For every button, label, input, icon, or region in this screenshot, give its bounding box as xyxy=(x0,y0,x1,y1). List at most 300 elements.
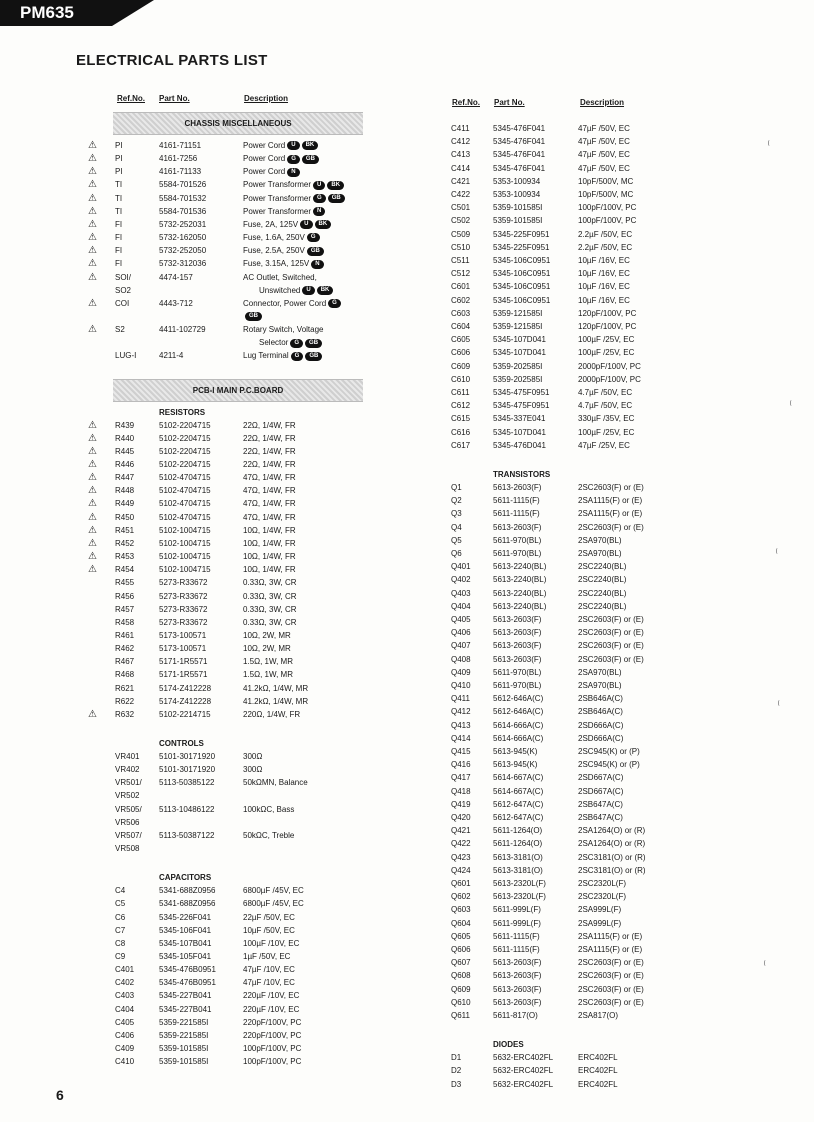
part-ref: C511 xyxy=(451,256,470,265)
part-row xyxy=(0,175,814,188)
part-row xyxy=(0,412,814,425)
part-row xyxy=(0,507,814,520)
part-number: 5611-970(BL) xyxy=(493,535,542,545)
part-ref: VR401 xyxy=(115,752,140,761)
part-description-text: 4.7µF /50V, EC xyxy=(578,401,633,411)
part-ref: Q406 xyxy=(451,628,471,638)
region-badge: N xyxy=(313,207,325,216)
part-number: 5345-107D041 xyxy=(493,427,546,437)
part-ref: FI xyxy=(115,259,123,269)
part-description-text: 10µF /50V, EC xyxy=(243,925,295,935)
part-description-text: 2SA1115(F) or (E) xyxy=(578,496,643,506)
part-number: 5102-1004715 xyxy=(159,525,211,535)
region-badge: G xyxy=(291,352,304,361)
part-description-text: 2SC2240(BL) xyxy=(578,562,627,572)
part-row xyxy=(0,333,814,346)
part-number: 5102-1004715 xyxy=(159,565,211,575)
part-description xyxy=(578,573,626,586)
part-row xyxy=(0,890,814,903)
part-row xyxy=(0,771,814,784)
part-ref: C610 xyxy=(451,374,471,384)
part-description-text: 100µF /25V, EC xyxy=(578,348,635,358)
part-ref: Q415 xyxy=(451,747,471,756)
part-description-text: 2000pF/100V, PC xyxy=(578,361,641,371)
part-ref: C603 xyxy=(451,308,471,318)
part-description xyxy=(578,507,642,520)
region-badge: BK xyxy=(315,220,332,229)
part-ref: Q2 xyxy=(451,496,462,506)
part-ref: R468 xyxy=(115,670,135,680)
part-description-text: Power Cord xyxy=(243,154,286,164)
part-description xyxy=(578,373,641,386)
part-description-text: 10µF /16V, EC xyxy=(578,295,630,305)
part-ref: Q410 xyxy=(451,681,471,690)
region-badge: GB xyxy=(302,155,319,164)
part-row xyxy=(0,679,814,692)
part-ref: SOI/ xyxy=(115,272,132,282)
part-description xyxy=(578,1078,618,1091)
right-header-ref: Ref.No. xyxy=(452,98,480,107)
part-description-text: 2SB646A(C) xyxy=(578,707,623,717)
part-ref: Q412 xyxy=(451,707,471,717)
part-description-text: 10Ω, 1/4W, FR xyxy=(243,538,296,548)
part-ref: Q603 xyxy=(451,905,471,915)
part-ref: VR508 xyxy=(115,844,140,854)
part-number: 5102-1004715 xyxy=(159,538,211,548)
part-ref: C422 xyxy=(451,190,471,199)
part-description xyxy=(578,412,634,425)
part-ref: C601 xyxy=(451,282,471,292)
part-ref: C412 xyxy=(451,137,471,147)
model-tab xyxy=(0,0,112,26)
part-ref: Q601 xyxy=(451,879,471,888)
part-number: 5613-945(K) xyxy=(493,747,538,756)
model-tab-corner xyxy=(112,0,154,26)
part-number: 5345-337E041 xyxy=(493,414,546,424)
part-description-text: 2SC2603(F) or (E) xyxy=(578,628,644,638)
part-description-text: 100pF/100V, PC xyxy=(578,203,637,213)
part-description-text: 2.2µF /50V, EC xyxy=(578,229,633,239)
region-badge: U xyxy=(302,286,314,295)
part-number: 5613-2240(BL) xyxy=(493,601,547,611)
part-number: 5613-2603(F) xyxy=(493,984,542,994)
part-ref: C510 xyxy=(451,242,471,252)
part-description xyxy=(578,560,626,573)
region-badge: U xyxy=(300,220,312,229)
safety-warning-icon: ⚠ xyxy=(88,524,97,536)
part-row xyxy=(0,653,814,666)
part-row xyxy=(0,228,814,241)
part-description-text: 2SB647A(C) xyxy=(578,813,623,822)
part-description-text: 47µF /50V, EC xyxy=(578,163,630,173)
safety-warning-icon: ⚠ xyxy=(88,218,97,230)
part-row xyxy=(0,745,814,758)
part-description-text: 2SC2603(F) or (E) xyxy=(578,615,644,624)
part-ref: R632 xyxy=(115,709,135,719)
part-row xyxy=(0,373,814,386)
part-number: 5613-2603(F) xyxy=(493,641,542,651)
part-ref: C411 xyxy=(451,124,470,133)
part-ref: R449 xyxy=(115,499,135,509)
part-description xyxy=(578,534,622,547)
part-row xyxy=(0,785,814,798)
part-number: 5102-2204715 xyxy=(159,420,211,430)
part-description-text: 10µF /16V, EC xyxy=(578,282,630,292)
part-number: 5611-970(BL) xyxy=(493,681,542,690)
part-description xyxy=(578,719,623,732)
part-row xyxy=(0,666,814,679)
part-description-text: 2SA1264(O) or (R) xyxy=(578,839,646,849)
part-number: 4411-102729 xyxy=(159,325,206,335)
part-description-text: 2SC3181(O) or (R) xyxy=(578,865,646,875)
part-ref: R451 xyxy=(115,525,135,535)
page-number: 6 xyxy=(56,1087,64,1103)
part-description xyxy=(578,653,644,666)
part-ref: Q403 xyxy=(451,588,471,598)
part-description-text: Power Transformer xyxy=(243,193,312,203)
safety-warning-icon: ⚠ xyxy=(88,245,97,257)
part-number: 5613-2603(F) xyxy=(493,958,542,968)
part-ref: C4 xyxy=(115,886,126,896)
part-description-text: 2SC3181(O) or (R) xyxy=(578,852,646,862)
part-description-text: 47Ω, 1/4W, FR xyxy=(243,499,296,509)
part-number: 5584-701536 xyxy=(159,206,207,216)
part-description-text: 6800µF /45V, EC xyxy=(243,899,304,909)
part-number: 5613-2240(BL) xyxy=(493,588,547,598)
part-description-text: 100kΩC, Bass xyxy=(243,804,295,814)
part-row xyxy=(0,254,814,267)
part-number: 5102-2204715 xyxy=(159,433,211,443)
part-description-text: 2SB647A(C) xyxy=(578,799,623,809)
scan-mark xyxy=(790,400,794,406)
part-row xyxy=(0,294,814,307)
part-row xyxy=(0,983,814,996)
part-number: 5345-226F041 xyxy=(159,912,212,922)
part-description-text: 50kΩMN, Balance xyxy=(243,778,308,788)
part-description-text: 100pF/100V, PC xyxy=(243,1057,302,1067)
part-description-text: 4.7µF /50V, EC xyxy=(578,388,633,397)
part-ref: C421 xyxy=(451,176,471,186)
right-header-part: Part No. xyxy=(494,98,525,107)
part-number: 5345-106C0951 xyxy=(493,282,551,292)
part-description xyxy=(578,1064,618,1077)
part-ref: Q422 xyxy=(451,839,471,849)
part-number: 5613-2603(F) xyxy=(493,654,542,664)
part-description-text: 2.2µF /50V, EC xyxy=(578,242,633,252)
part-description-text: 47Ω, 1/4W, FR xyxy=(243,486,296,496)
part-row xyxy=(0,705,814,718)
part-description xyxy=(578,824,645,837)
part-description xyxy=(578,626,644,639)
part-row xyxy=(0,307,814,320)
part-ref: R456 xyxy=(115,591,135,601)
model-label: PM635 xyxy=(20,3,74,22)
part-description-text: 0.33Ω, 3W, CR xyxy=(243,591,297,601)
part-ref: C616 xyxy=(451,427,471,437)
part-number: 4161-7256 xyxy=(159,154,198,164)
part-row xyxy=(0,439,814,452)
part-description xyxy=(578,692,623,705)
part-description-text: 2SC2603(F) or (E) xyxy=(578,483,644,492)
section-heading: CAPACITORS xyxy=(159,873,212,883)
part-number: 5345-227B041 xyxy=(159,991,212,1001)
part-row xyxy=(0,903,814,916)
part-description-text: ERC402FL xyxy=(578,1079,618,1089)
part-ref: PI xyxy=(115,141,123,150)
part-number: 5102-2204715 xyxy=(159,460,211,469)
part-ref: Q418 xyxy=(451,786,471,796)
part-description-text: Selector xyxy=(259,338,289,348)
part-description-text: 2SD666A(C) xyxy=(578,733,624,743)
part-number: 5102-2214715 xyxy=(159,709,211,719)
part-description xyxy=(578,851,646,864)
part-ref: LUG-I xyxy=(115,351,137,361)
part-row xyxy=(0,188,814,201)
part-number: 4443-712 xyxy=(159,298,193,308)
part-description-text: 2SC2603(F) or (E) xyxy=(578,958,644,968)
safety-warning-icon: ⚠ xyxy=(88,419,97,431)
safety-warning-icon: ⚠ xyxy=(88,708,97,720)
part-ref: C512 xyxy=(451,269,471,279)
part-description xyxy=(578,521,644,534)
part-row xyxy=(0,824,814,837)
part-number: 5613-3181(O) xyxy=(493,865,543,875)
part-number: 5341-688Z0956 xyxy=(159,899,216,909)
part-row xyxy=(0,386,814,399)
part-description-text: 100µF /25V, EC xyxy=(578,335,635,345)
part-ref: C5 xyxy=(115,899,126,909)
part-number: 5614-666A(C) xyxy=(493,720,544,730)
part-description-text: 2SA1115(F) or (E) xyxy=(578,509,643,519)
part-row xyxy=(0,481,814,494)
part-ref: Q417 xyxy=(451,773,471,783)
region-badge: GB xyxy=(305,352,322,361)
part-description-text: Power Transformer xyxy=(243,180,312,190)
part-ref: R621 xyxy=(115,683,135,693)
part-description-text: 220µF /10V, EC xyxy=(243,991,300,1001)
part-description-text: 2SA970(BL) xyxy=(578,549,622,558)
part-description xyxy=(578,320,636,333)
part-ref: Q408 xyxy=(451,654,471,664)
part-description-text: Lug Terminal xyxy=(243,351,289,361)
part-number: 5359-202585I xyxy=(493,374,543,384)
part-row xyxy=(0,758,814,771)
part-description xyxy=(578,956,644,969)
part-number: 5113-50385122 xyxy=(159,778,215,788)
region-badge: GB xyxy=(245,312,262,321)
section-heading: TRANSISTORS xyxy=(493,470,551,479)
part-number: 5611-1115(F) xyxy=(493,945,540,954)
part-ref: TI xyxy=(115,180,123,190)
part-ref: Q402 xyxy=(451,575,471,585)
part-ref: C602 xyxy=(451,295,471,305)
part-description-text: 2SA999L(F) xyxy=(578,918,622,928)
part-ref: Q602 xyxy=(451,892,471,902)
part-description-text: 100µF /10V, EC xyxy=(243,938,300,948)
part-row xyxy=(0,692,814,705)
part-row xyxy=(0,346,814,359)
part-row xyxy=(0,573,814,586)
part-description-text: 22Ω, 1/4W, FR xyxy=(243,420,296,430)
part-number: 5613-2603(F) xyxy=(493,628,542,638)
scan-mark xyxy=(776,548,780,554)
part-number: 5613-2603(F) xyxy=(493,971,542,981)
part-ref: Q404 xyxy=(451,601,471,611)
part-description-text: 2SA970(BL) xyxy=(578,681,622,690)
part-description xyxy=(578,214,636,227)
part-number: 5353-100934 xyxy=(493,190,541,199)
region-badge: N xyxy=(287,168,299,177)
part-number: 5611-1115(F) xyxy=(493,496,540,506)
part-number: 5345-105F041 xyxy=(159,951,212,961)
part-description xyxy=(578,983,644,996)
part-ref: R440 xyxy=(115,433,135,443)
part-description xyxy=(578,1009,618,1022)
part-number: 5359-202585I xyxy=(493,361,543,371)
part-number: 5612-646A(C) xyxy=(493,694,544,704)
part-description-text: 2SC2603(F) or (E) xyxy=(578,984,644,994)
part-description-text: Fuse, 1.6A, 250V xyxy=(243,233,305,243)
part-number: 5273-R33672 xyxy=(159,578,208,588)
part-row xyxy=(0,719,814,732)
part-description-text: 10Ω, 2W, MR xyxy=(243,630,291,640)
safety-warning-icon: ⚠ xyxy=(88,179,97,191)
part-description-text: Power Cord xyxy=(243,141,286,150)
part-description xyxy=(578,280,630,293)
part-number: 5171-1R5571 xyxy=(159,670,208,680)
section-heading: CONTROLS xyxy=(159,739,204,748)
section-band: CHASSIS MISCELLANEOUS xyxy=(113,112,363,135)
part-number: 5345-106F041 xyxy=(159,925,212,935)
part-row xyxy=(0,969,814,982)
part-number: 5113-50387122 xyxy=(159,830,215,840)
part-description-text: 0.33Ω, 3W, CR xyxy=(243,617,297,627)
part-row xyxy=(0,1078,814,1091)
part-ref: VR507/ xyxy=(115,830,142,840)
safety-warning-icon: ⚠ xyxy=(88,297,97,309)
part-row xyxy=(0,732,814,745)
part-number: 4161-71151 xyxy=(159,141,202,150)
part-description-text: 0.33Ω, 3W, CR xyxy=(243,578,297,588)
part-row xyxy=(0,943,814,956)
scan-mark xyxy=(778,700,782,706)
part-description-text: 10Ω, 1/4W, FR xyxy=(243,525,296,535)
part-description xyxy=(578,122,630,135)
part-row xyxy=(0,996,814,1009)
part-number: 5614-667A(C) xyxy=(493,773,544,783)
part-description xyxy=(578,917,621,930)
part-ref: C606 xyxy=(451,348,471,358)
part-number: 5613-945(K) xyxy=(493,760,538,770)
region-badge: G xyxy=(290,339,303,348)
part-number: 5632-ERC402FL xyxy=(493,1066,554,1076)
part-number: 5359-101585I xyxy=(159,1044,209,1053)
part-number: 5613-2240(BL) xyxy=(493,562,547,572)
part-description xyxy=(578,360,641,373)
part-description-text: ERC402FL xyxy=(578,1066,618,1076)
part-number: 5345-476B0951 xyxy=(159,965,216,975)
section-heading: DIODES xyxy=(493,1040,524,1050)
scan-mark xyxy=(768,140,772,146)
safety-warning-icon: ⚠ xyxy=(88,271,97,283)
part-ref: C403 xyxy=(115,991,135,1001)
safety-warning-icon: ⚠ xyxy=(88,258,97,270)
part-description xyxy=(578,254,630,267)
part-number: 5345-475F0951 xyxy=(493,401,550,411)
part-description-text: 2SD667A(C) xyxy=(578,786,624,796)
part-description xyxy=(578,241,632,254)
part-ref: C605 xyxy=(451,335,471,345)
part-description-text: 47Ω, 1/4W, FR xyxy=(243,512,296,522)
part-number: 5341-688Z0956 xyxy=(159,886,216,896)
left-header-part: Part No. xyxy=(159,94,190,103)
part-ref: Q4 xyxy=(451,522,462,532)
safety-warning-icon: ⚠ xyxy=(88,485,97,497)
part-description-text: 10Ω, 2W, MR xyxy=(243,644,291,654)
part-description xyxy=(578,494,642,507)
part-ref: Q416 xyxy=(451,760,471,770)
part-ref: R448 xyxy=(115,486,135,496)
part-ref: R622 xyxy=(115,696,135,706)
part-description-text: 10µF /16V, EC xyxy=(578,256,630,265)
part-description xyxy=(578,758,640,771)
part-number: 5359-121585I xyxy=(493,308,543,318)
part-row xyxy=(0,241,814,254)
region-badge: G xyxy=(328,299,341,308)
part-row xyxy=(0,956,814,969)
safety-warning-icon: ⚠ xyxy=(88,166,97,178)
part-ref: FI xyxy=(115,233,123,243)
part-description xyxy=(578,798,623,811)
part-description-text: 2SC2603(F) or (E) xyxy=(578,654,644,664)
safety-warning-icon: ⚠ xyxy=(88,511,97,523)
part-ref: TI xyxy=(115,193,123,203)
part-number: 5102-4704715 xyxy=(159,512,211,522)
region-badge: BK xyxy=(302,141,319,150)
part-description xyxy=(578,745,640,758)
region-badge: N xyxy=(311,260,323,269)
part-description xyxy=(578,996,644,1009)
part-number: 5359-221585I xyxy=(159,1017,209,1027)
part-row xyxy=(0,360,814,373)
part-description-text: 2SC945(K) or (P) xyxy=(578,747,640,756)
part-number: 5611-1264(O) xyxy=(493,826,543,836)
part-number: 5345-476F041 xyxy=(493,163,546,173)
part-ref: C612 xyxy=(451,401,471,411)
part-ref: C404 xyxy=(115,1004,135,1014)
part-row xyxy=(0,917,814,930)
part-row xyxy=(0,214,814,227)
part-number: 5173-100571 xyxy=(159,644,207,654)
part-number: 5359-101585I xyxy=(493,216,543,226)
part-ref: Q401 xyxy=(451,562,471,572)
part-ref: C8 xyxy=(115,938,126,948)
part-number: 5611-817(O) xyxy=(493,1011,538,1020)
part-ref: C502 xyxy=(451,216,471,226)
part-description-text: 47µF /50V, EC xyxy=(578,137,630,147)
part-ref: Q604 xyxy=(451,918,471,928)
part-number: 5732-162050 xyxy=(159,233,207,243)
part-number: 5611-1264(O) xyxy=(493,839,543,849)
part-description-text: 41.2kΩ, 1/4W, MR xyxy=(243,683,309,693)
part-ref: Q423 xyxy=(451,852,471,862)
part-number: 5345-106C0951 xyxy=(493,256,551,265)
part-number: 5613-2603(F) xyxy=(493,997,542,1007)
part-ref: Q3 xyxy=(451,509,462,519)
part-ref: R447 xyxy=(115,473,135,483)
safety-warning-icon: ⚠ xyxy=(88,537,97,549)
part-ref: VR402 xyxy=(115,765,140,775)
